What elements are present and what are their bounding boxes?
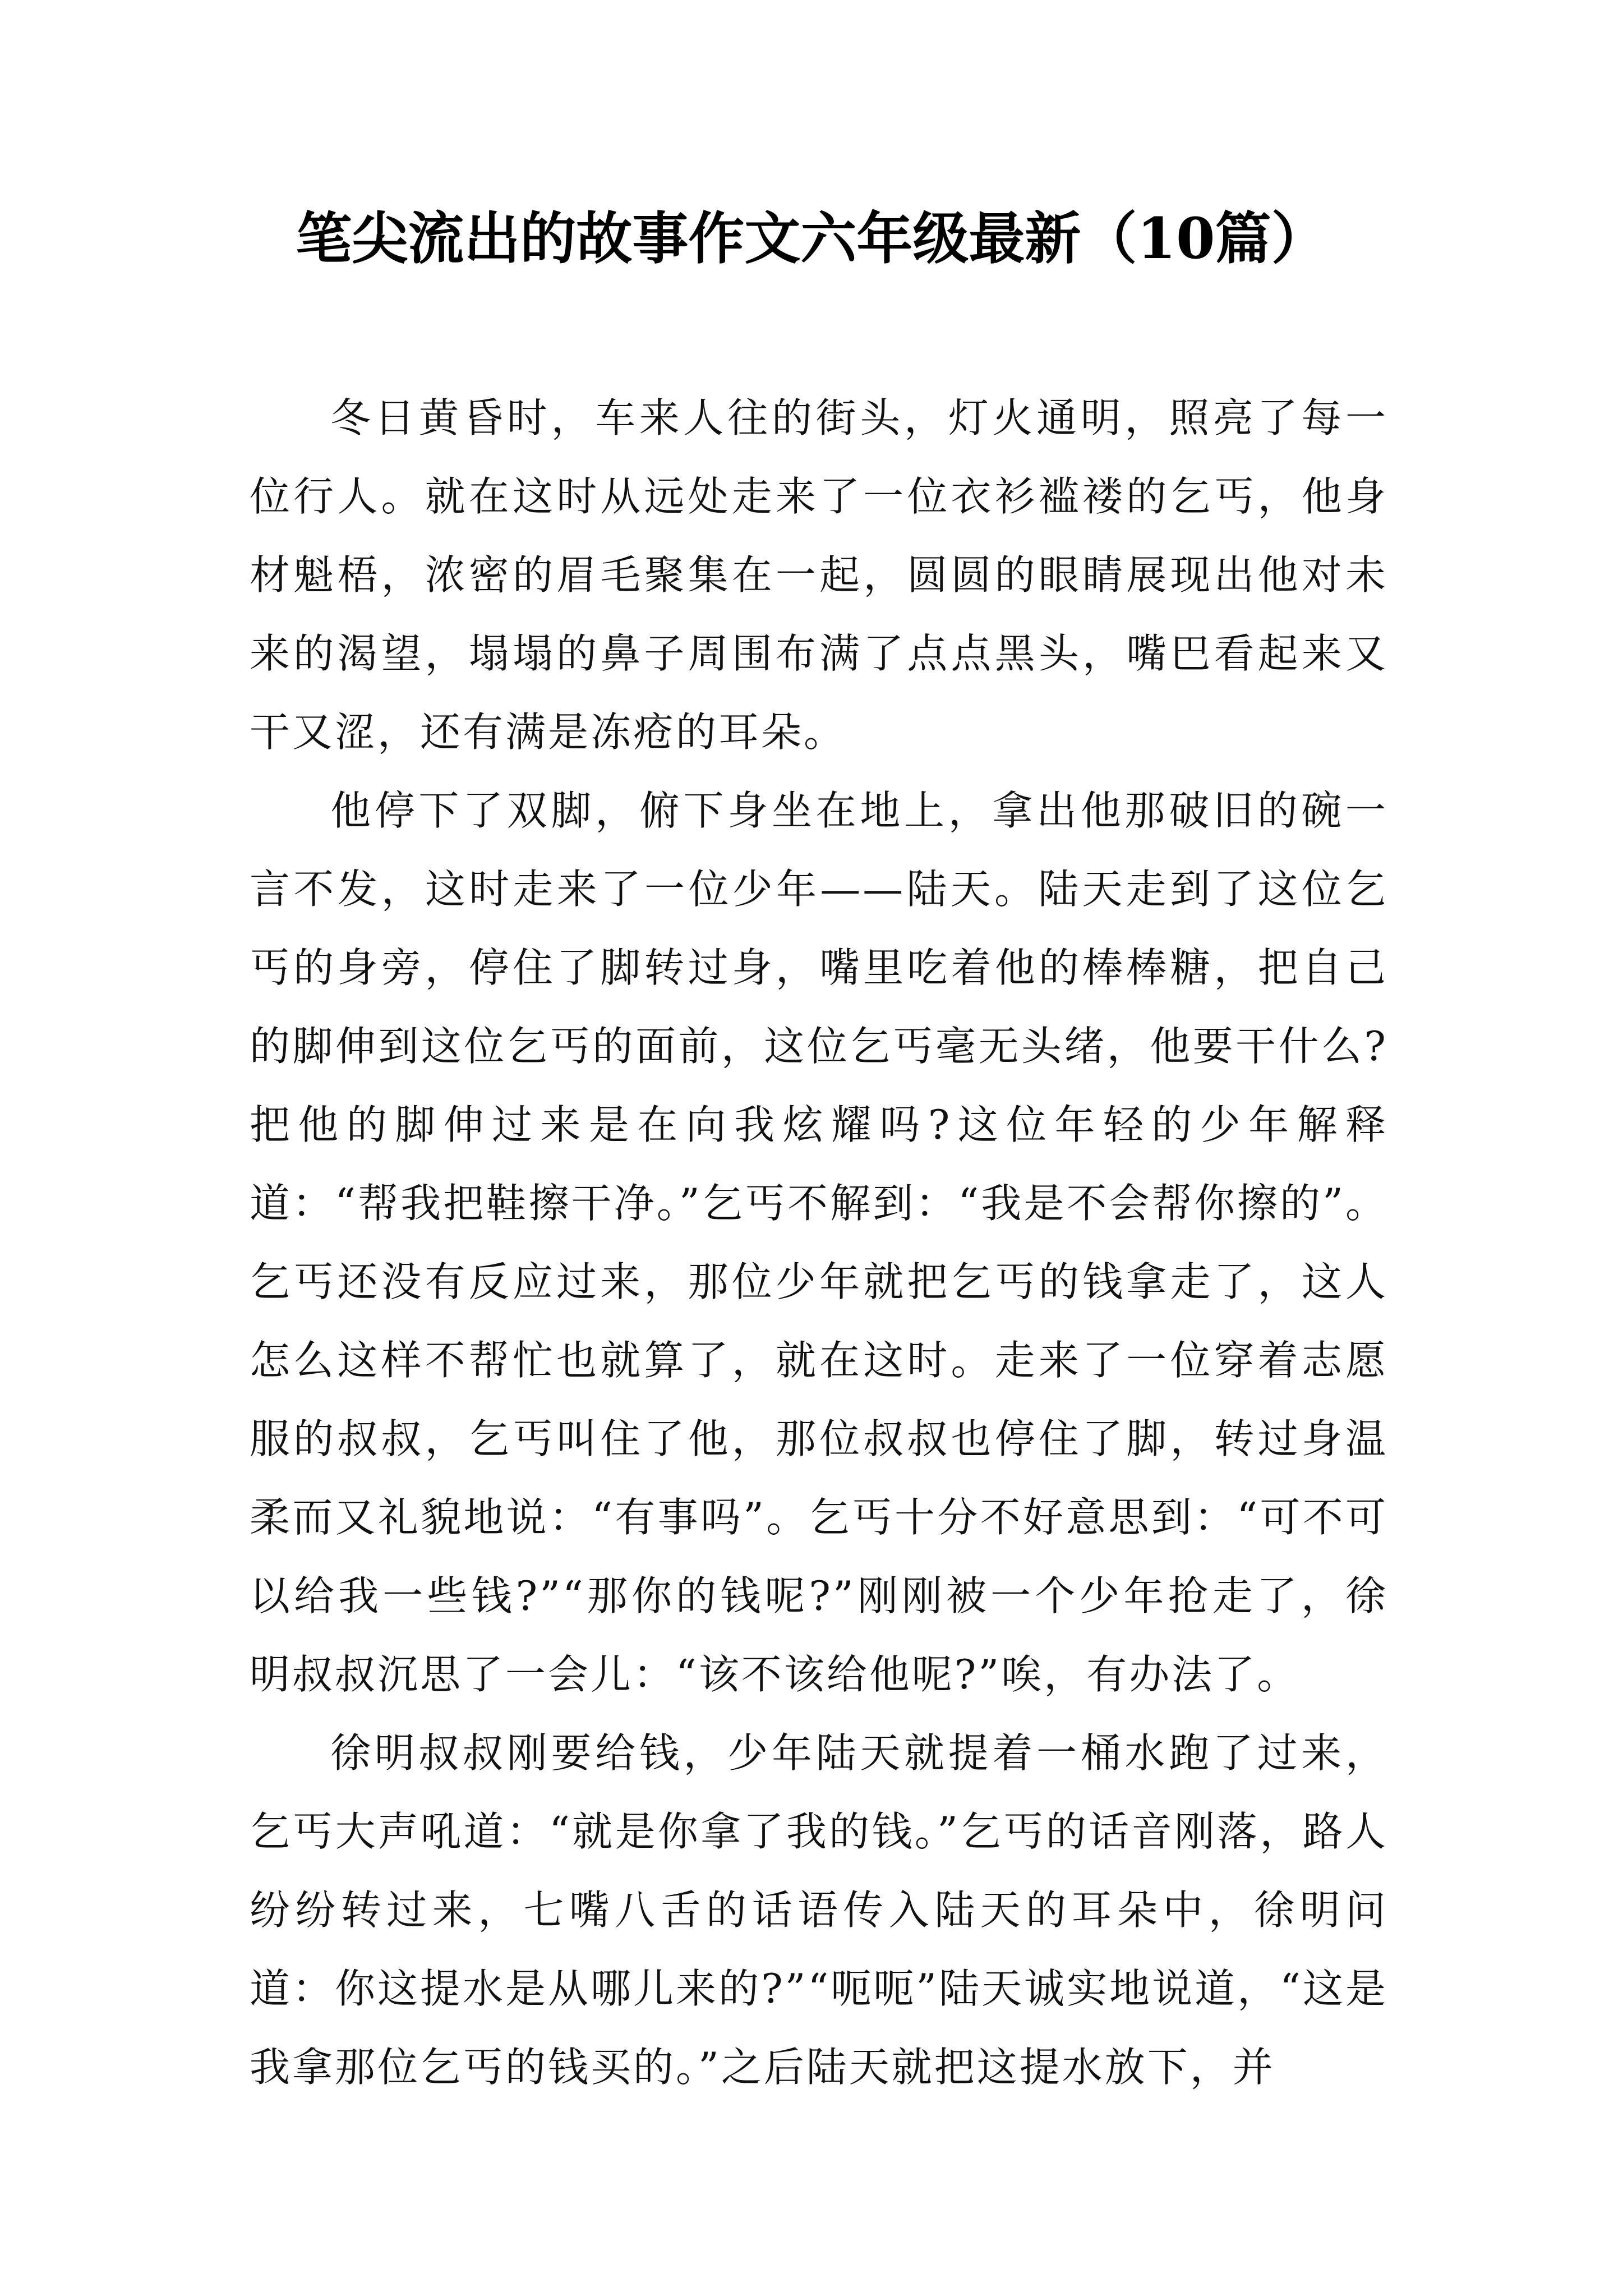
paragraph: 徐明叔叔刚要给钱，少年陆天就提着一桶水跑了过来，乞丐大声吼道：“就是你拿了我的钱。”乞丐的话音刚落，路人纷纷转过来，七嘴八舌的话语传入陆天的耳朵中，徐明问道：你这提水是从哪儿来的?”“呃呃”陆天诚实地说道，“这是我拿那位乞丐的钱买的。”之后陆天就把这提水放下，并 — [250, 1729, 1388, 2091]
paragraph: 冬日黄昏时，车来人往的街头，灯火通明，照亮了每一位行人。就在这时从远处走来了一位衣衫褴褛的乞丐，他身材魁梧，浓密的眉毛聚集在一起，圆圆的眼睛展现出他对未来的渴望，塌塌的鼻子周围布满了点点黑头，嘴巴看起来又干又涩，还有满是冻疮的耳朵。 — [250, 394, 1388, 756]
paragraph: 他停下了双脚，俯下身坐在地上，拿出他那破旧的碗一言不发，这时走来了一位少年——陆天。陆天走到了这位乞丐的身旁，停住了脚转过身，嘴里吃着他的棒棒糖，把自己的脚伸到这位乞丐的面前，这位乞丐毫无头绪，他要干什么?把他的脚伸过来是在向我炫耀吗?这位年轻的少年解释道：“帮我把鞋擦干净。”乞丐不解到：“我是不会帮你擦的”。乞丐还没有反应过来，那位少年就把乞丐的钱拿走了，这人怎么这样不帮忙也就算了，就在这时。走来了一位穿着志愿服的叔叔，乞丐叫住了他，那位叔叔也停住了脚，转过身温柔而又礼貌地说：“有事吗”。乞丐十分不好意思到：“可不可以给我一些钱?”“那你的钱呢?”刚刚被一个少年抢走了，徐明叔叔沉思了一会儿：“该不该给他呢?”唉，有办法了。 — [250, 787, 1388, 1698]
document-body — [250, 379, 1388, 2106]
document-title: 笔尖流出的故事作文六年级最新（10篇） — [296, 205, 1327, 272]
